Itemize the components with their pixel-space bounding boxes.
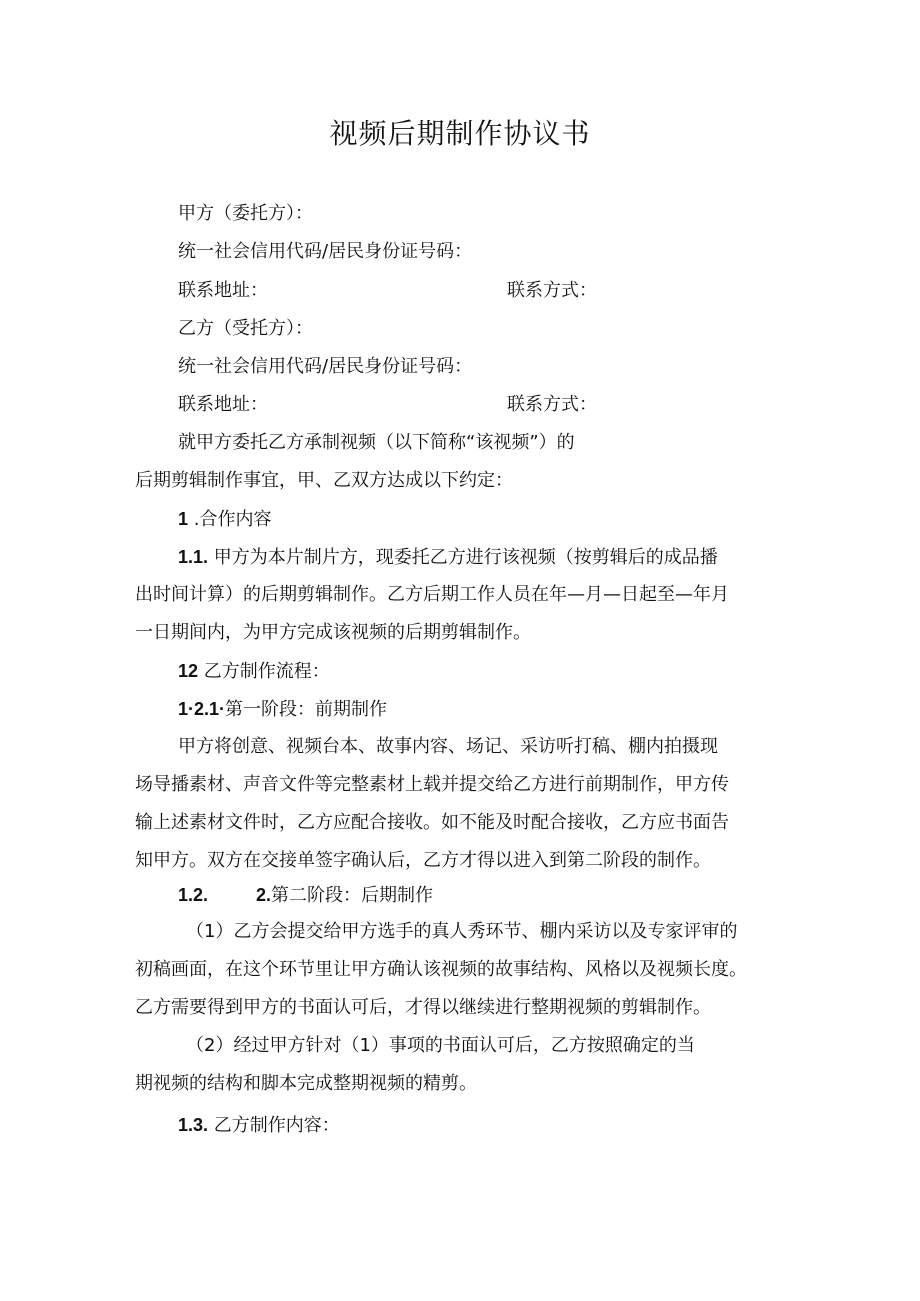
section-1-2-1-line-2: 场导播素材、声音文件等完整素材上载并提交给乙方进行前期制作，甲方传	[135, 774, 729, 795]
section-1-1-line-3: 一日期间内，为甲方完成该视频的后期剪辑制作。	[135, 622, 531, 643]
section-1-2-1-number: 1·2.1·	[178, 699, 226, 719]
party-b-contact-label: 联系方式：	[507, 394, 597, 415]
section-1-2-heading	[178, 659, 330, 684]
section-1-2-1-line-3: 输上述素材文件时，乙方应配合接收。如不能及时配合接收，乙方应书面告	[135, 812, 729, 833]
section-1-2-number: 12	[178, 661, 199, 681]
section-1-2-2-para-2-line-1: （2）经过甲方针对（1）事项的书面认可后，乙方按照确定的当	[186, 1035, 695, 1056]
section-1-2-2-number-a: 1.2.	[178, 885, 209, 905]
section-1-1-line-1	[178, 545, 718, 570]
section-1-2-text: 乙方制作流程：	[203, 661, 330, 682]
party-a-address-label: 联系地址：	[178, 280, 268, 301]
party-a-heading: 甲方（委托方）：	[178, 203, 313, 224]
party-a-contact-label: 联系方式：	[507, 280, 597, 301]
section-1-2-2-para-1-line-1: （1）乙方会提交给甲方选手的真人秀环节、棚内采访以及专家评审的	[186, 921, 738, 942]
section-1-3-heading	[178, 1113, 340, 1138]
party-b-heading: 乙方（受托方）：	[178, 318, 313, 339]
preamble-line-2: 后期剪辑制作事宜，甲、乙双方达成以下约定：	[135, 470, 513, 491]
section-1-text: .合作内容	[193, 509, 272, 530]
section-1-2-2-text: 第二阶段：后期制作	[271, 885, 434, 906]
party-b-address-label: 联系地址：	[178, 394, 268, 415]
section-1-2-1-line-4: 知甲方。双方在交接单签字确认后，乙方才得以进入到第二阶段的制作。	[135, 850, 711, 871]
section-1-3-number: 1.3.	[178, 1115, 209, 1135]
section-1-2-2-heading	[178, 883, 433, 908]
section-1-2-2-para-2-line-2: 期视频的结构和脚本完成整期视频的精剪。	[135, 1073, 477, 1094]
section-1-number: 1	[178, 509, 189, 529]
section-1-3-text: 乙方制作内容：	[213, 1115, 340, 1136]
party-a-id-label: 统一社会信用代码/居民身份证号码：	[178, 241, 473, 262]
section-1-2-2-para-1-line-3: 乙方需要得到甲方的书面认可后，才得以继续进行整期视频的剪辑制作。	[135, 997, 711, 1018]
section-1-2-2-number-b: 2.	[256, 885, 272, 905]
party-b-id-label: 统一社会信用代码/居民身份证号码：	[178, 356, 473, 377]
section-1-2-1-line-1: 甲方将创意、视频台本、故事内容、场记、采访听打稿、棚内拍摄现	[178, 736, 718, 757]
section-1-2-2-para-1-line-2: 初稿画面，在这个环节里让甲方确认该视频的故事结构、风格以及视频长度。	[135, 959, 747, 980]
section-1-2-1-heading	[178, 697, 387, 722]
section-1-heading	[178, 507, 271, 532]
section-1-1-line-2: 出时间计算）的后期剪辑制作。乙方后期工作人员在年—月—日起至—年月	[135, 584, 729, 605]
document-title: 视频后期制作协议书	[329, 117, 591, 150]
section-1-1-number: 1.1.	[178, 547, 209, 567]
section-1-2-1-text: 第一阶段：前期制作	[225, 699, 388, 720]
section-1-1-text: 甲方为本片制片方，现委托乙方进行该视频（按剪辑后的成品播	[213, 547, 718, 568]
preamble-line-1: 就甲方委托乙方承制视频（以下简称“该视频”）的	[178, 432, 575, 453]
